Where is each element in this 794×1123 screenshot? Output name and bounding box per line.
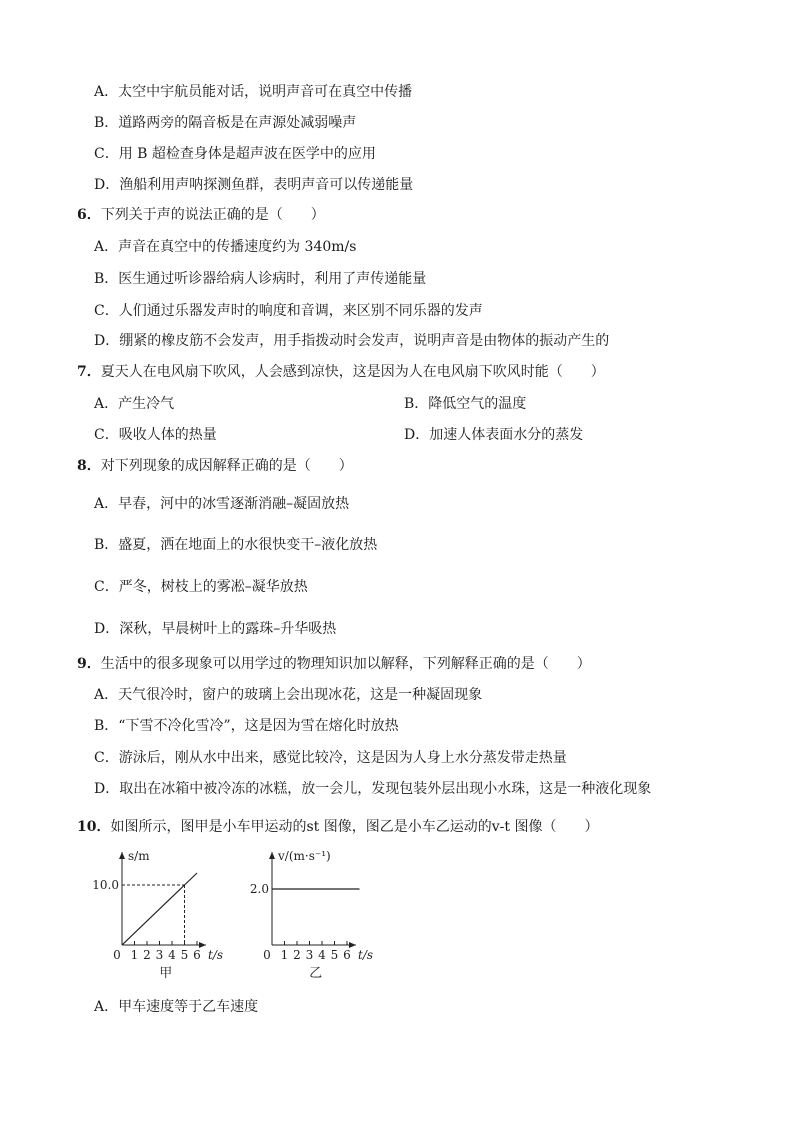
y-axis-arrow xyxy=(119,852,125,859)
q9-text: 生活中的很多现象可以用学过的物理知识加以解释，下列解释正确的是（ ） xyxy=(100,656,591,672)
x-tick-label: 5 xyxy=(180,948,189,962)
q9-option-a: A．天气很冷时，窗户的玻璃上会出现冰花，这是一种凝固现象 xyxy=(94,687,483,703)
q7-option-b: B．降低空气的温度 xyxy=(404,396,527,412)
q6-option-a: A．声音在真空中的传播速度约为 340m/s xyxy=(94,239,357,255)
y-tick-label: 2.0 xyxy=(249,882,269,896)
q5-option-a: A．太空中宇航员能对话，说明声音可在真空中传播 xyxy=(94,84,413,100)
y-axis-arrow xyxy=(269,852,275,859)
y-axis-label: s/m xyxy=(128,849,150,863)
q6-text: 下列关于声的说法正确的是（ ） xyxy=(100,207,325,223)
x-tick-label: 4 xyxy=(318,948,326,962)
q6-stem xyxy=(77,206,325,224)
q7-number: 7． xyxy=(77,364,101,380)
q6-option-d: D．绷紧的橡皮筋不会发声，用手指拨动时会发声，说明声音是由物体的振动产生的 xyxy=(94,333,610,349)
x-tick-label: 1 xyxy=(130,948,139,962)
q8-text: 对下列现象的成因解释正确的是（ ） xyxy=(100,458,353,474)
q9-option-d: D．取出在冰箱中被冷冻的冰糕，放一会儿，发现包装外层出现小水珠，这是一种液化现象 xyxy=(94,781,652,797)
q6-option-c: C．人们通过乐器发声时的响度和音调，来区别不同乐器的发声 xyxy=(94,303,483,319)
q7-option-d: D．加速人体表面水分的蒸发 xyxy=(404,427,584,443)
chart-jia xyxy=(90,848,240,988)
q7-text: 夏天人在电风扇下吹风，人会感到凉快，这是因为人在电风扇下吹风时能（ ） xyxy=(100,364,605,380)
x-tick-label: 6 xyxy=(193,948,201,962)
q8-number: 8． xyxy=(77,458,101,474)
chart-title: 甲 xyxy=(159,966,173,981)
y-tick-label: 10.0 xyxy=(92,878,119,892)
q6-number: 6． xyxy=(77,207,101,223)
q10-number: 10． xyxy=(77,819,111,835)
x-tick-label: 4 xyxy=(168,948,176,962)
q5-option-d: D．渔船利用声呐探测鱼群，表明声音可以传递能量 xyxy=(94,177,414,193)
x-tick-label: 3 xyxy=(155,948,164,962)
q7-stem xyxy=(77,363,605,381)
chart-yi xyxy=(240,848,390,988)
x-tick-label: 2 xyxy=(293,948,301,962)
q8-option-c: C．严冬，树枝上的雾凇–凝华放热 xyxy=(94,579,308,595)
x-axis-label: t/s xyxy=(208,948,224,962)
q9-option-b: B．“下雪不冷化雪冷”，这是因为雪在熔化时放热 xyxy=(94,718,399,734)
q8-option-d: D．深秋，早晨树叶上的露珠–升华吸热 xyxy=(94,621,337,637)
chart-title: 乙 xyxy=(309,966,323,981)
y-axis-label: v/(m·s⁻¹) xyxy=(278,849,331,863)
x-tick-label: 0 xyxy=(263,948,271,962)
q8-option-b: B．盛夏，洒在地面上的水很快变干–液化放热 xyxy=(94,537,378,553)
q9-stem xyxy=(77,655,591,673)
x-axis-label: t/s xyxy=(358,948,374,962)
q7-option-a: A．产生冷气 xyxy=(94,396,175,412)
q5-option-c: C．用 B 超检查身体是超声波在医学中的应用 xyxy=(94,146,376,162)
x-tick-label: 0 xyxy=(113,948,121,962)
x-tick-label: 2 xyxy=(143,948,151,962)
q5-option-b: B．道路两旁的隔音板是在声源处减弱噪声 xyxy=(94,115,357,131)
series-line-s-t xyxy=(122,873,197,945)
q10-option-a: A．甲车速度等于乙车速度 xyxy=(94,999,259,1015)
q9-number: 9． xyxy=(77,656,101,672)
x-tick-label: 1 xyxy=(280,948,289,962)
q9-option-c: C．游泳后，刚从水中出来，感觉比较冷，这是因为人身上水分蒸发带走热量 xyxy=(94,750,567,766)
x-tick-label: 6 xyxy=(343,948,351,962)
q8-option-a: A．早春，河中的冰雪逐渐消融–凝固放热 xyxy=(94,496,350,512)
q10-stem xyxy=(77,818,598,836)
x-tick-label: 3 xyxy=(305,948,314,962)
x-tick-label: 5 xyxy=(330,948,339,962)
q6-option-b: B．医生通过听诊器给病人诊病时，利用了声传递能量 xyxy=(94,271,427,287)
q10-text: 如图所示，图甲是小车甲运动的st 图像，图乙是小车乙运动的v-t 图像（ ） xyxy=(110,819,599,835)
q7-option-c: C．吸收人体的热量 xyxy=(94,427,217,443)
q8-stem xyxy=(77,457,353,475)
